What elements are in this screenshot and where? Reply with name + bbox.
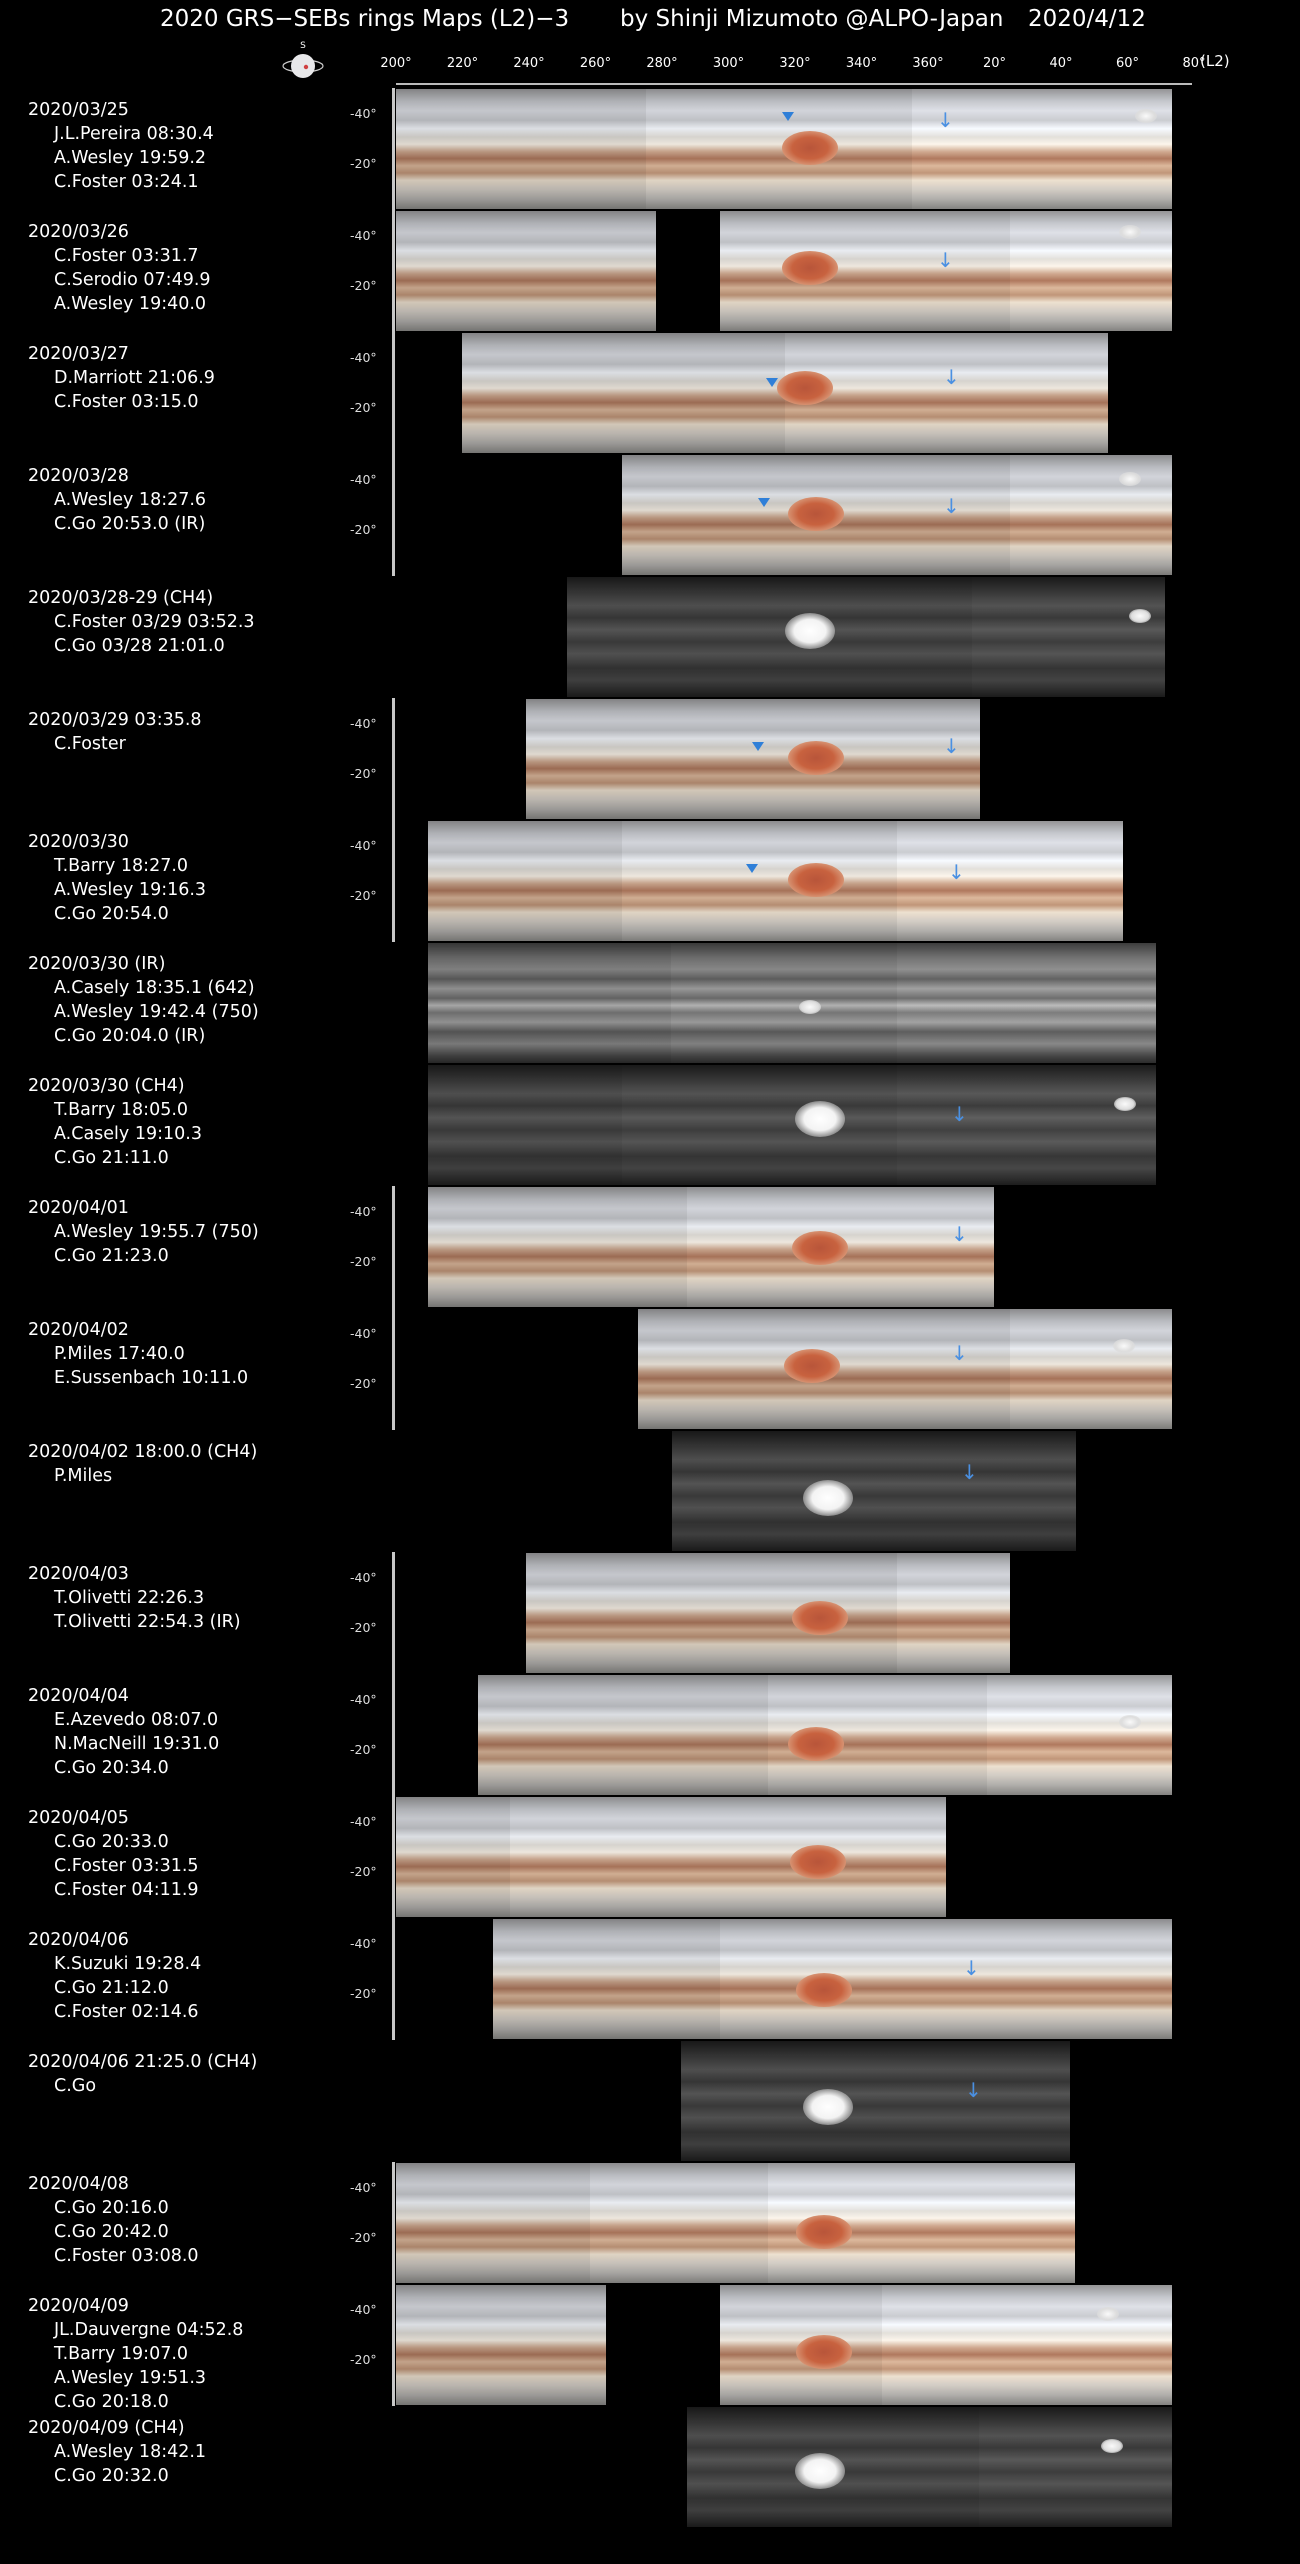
observation-row [0, 332, 1300, 454]
observation-date: 2020/04/06 [28, 1930, 129, 1950]
grs-bright-spot [803, 1480, 853, 1516]
map-date: 2020/4/12 [1028, 6, 1146, 32]
jupiter-map-strip [478, 1675, 768, 1795]
jupiter-map-strip [622, 821, 897, 941]
jupiter-map-strip [882, 2285, 1172, 2405]
observer-entry: J.L.Pereira 08:30.4 [54, 124, 214, 144]
jupiter-map-strip [1010, 211, 1172, 331]
latitude-label: -40° [350, 1204, 377, 1219]
jupiter-map-strip [979, 2407, 1172, 2527]
marker-triangle-icon [746, 864, 758, 873]
observation-label [28, 1562, 241, 1634]
great-red-spot [796, 2215, 852, 2249]
jupiter-map-strip [897, 943, 1156, 1063]
observation-label [28, 830, 206, 926]
jupiter-map-strip [396, 89, 646, 209]
observation-label [28, 342, 215, 414]
latitude-label: -40° [350, 472, 377, 487]
observer-entry: T.Olivetti 22:54.3 (IR) [54, 1612, 241, 1632]
observer-entry: N.MacNeill 19:31.0 [54, 1734, 220, 1754]
axis-tick-label: 280° [646, 56, 678, 71]
jupiter-map-strip [590, 2163, 768, 2283]
grs-bright-spot [795, 1101, 845, 1137]
great-red-spot [782, 251, 838, 285]
axis-tick-label: 220° [446, 56, 479, 71]
latitude-label: -20° [350, 2230, 377, 2245]
marker-arrow-icon: ↓ [937, 108, 954, 132]
great-red-spot [796, 2335, 852, 2369]
observer-entry: C.Go 21:11.0 [54, 1148, 169, 1168]
great-red-spot [782, 131, 838, 165]
marker-triangle-icon [782, 112, 794, 121]
observer-entry: C.Foster [54, 734, 126, 754]
axis-tick-label: 300° [712, 56, 745, 71]
observation-row [0, 1796, 1300, 1918]
observation-row [0, 1430, 1300, 1552]
latitude-scale [392, 820, 395, 942]
jupiter-map-strip [785, 333, 1108, 453]
marker-arrow-icon: ↓ [951, 1341, 968, 1365]
observer-entry: C.Foster 03:31.5 [54, 1856, 199, 1876]
observer-entry: A.Casely 19:10.3 [54, 1124, 202, 1144]
latitude-label: -20° [350, 278, 377, 293]
axis-tick-label: 200° [380, 56, 412, 71]
marker-arrow-icon: ↓ [937, 248, 954, 272]
observation-date: 2020/04/08 [28, 2174, 129, 2194]
observation-label [28, 1318, 248, 1390]
observer-entry: P.Miles 17:40.0 [54, 1344, 185, 1364]
latitude-label: -20° [350, 522, 377, 537]
latitude-scale [392, 210, 395, 332]
observer-entry: E.Azevedo 08:07.0 [54, 1710, 219, 1730]
axis-tick-label: 60° [1115, 56, 1140, 71]
latitude-scale [392, 2162, 395, 2284]
latitude-label: -40° [350, 2180, 377, 2195]
observer-entry: A.Casely 18:35.1 (642) [54, 978, 255, 998]
observer-entry: C.Foster 03:08.0 [54, 2246, 199, 2266]
observer-entry: C.Go 21:23.0 [54, 1246, 169, 1266]
jupiter-map-strip [897, 821, 1123, 941]
observation-row [0, 1674, 1300, 1796]
jupiter-orientation-icon [280, 40, 326, 86]
observer-entry: A.Wesley 19:59.2 [54, 148, 207, 168]
observation-date: 2020/04/03 [28, 1564, 129, 1584]
latitude-label: -40° [350, 1326, 377, 1341]
observation-date: 2020/04/09 (CH4) [28, 2418, 185, 2438]
observation-row [0, 942, 1300, 1064]
observation-label [28, 708, 202, 756]
observation-label [28, 2050, 257, 2098]
white-oval [799, 1000, 821, 1014]
observer-entry: C.Go 03/28 21:01.0 [54, 636, 225, 656]
jupiter-map-strip [462, 333, 785, 453]
jupiter-map-strip [681, 2041, 1070, 2161]
observer-entry: C.Go 20:53.0 (IR) [54, 514, 206, 534]
observer-entry: JL.Dauvergne 04:52.8 [54, 2320, 244, 2340]
marker-triangle-icon [758, 498, 770, 507]
grs-bright-spot [795, 2453, 845, 2489]
observer-entry: C.Go 20:32.0 [54, 2466, 169, 2486]
latitude-scale [392, 1308, 395, 1430]
observation-row [0, 698, 1300, 820]
observer-entry: C.Foster 03/29 03:52.3 [54, 612, 255, 632]
observer-entry: A.Wesley 19:42.4 (750) [54, 1002, 259, 1022]
observer-entry: C.Foster 03:24.1 [54, 172, 199, 192]
latitude-label: -20° [350, 1742, 377, 1757]
jupiter-map-strip [912, 89, 1172, 209]
observation-row [0, 2284, 1300, 2412]
observation-label [28, 98, 214, 194]
axis-tick-label: 20° [982, 56, 1007, 71]
jupiter-map-strip [1010, 455, 1172, 575]
observer-entry: C.Serodio 07:49.9 [54, 270, 211, 290]
great-red-spot [777, 371, 833, 405]
observation-row [0, 2162, 1300, 2284]
great-red-spot [792, 1601, 848, 1635]
observer-entry: A.Wesley 19:16.3 [54, 880, 207, 900]
observation-row [0, 88, 1300, 210]
observer-entry: A.Wesley 19:40.0 [54, 294, 207, 314]
page-title: 2020 GRS−SEBs rings Maps (L2)−3 [160, 6, 570, 32]
observation-label [28, 2294, 243, 2414]
observation-label [28, 1684, 219, 1780]
great-red-spot [790, 1845, 846, 1879]
observer-entry: C.Go 20:33.0 [54, 1832, 169, 1852]
axis-tick-label: 240° [513, 56, 545, 71]
observation-label [28, 2172, 199, 2268]
observation-label [28, 1806, 199, 1902]
jupiter-map-strip [897, 1553, 1010, 1673]
observer-entry: C.Go [54, 2076, 97, 2096]
latitude-label: -20° [350, 1620, 377, 1635]
white-oval [1097, 2307, 1119, 2321]
observation-label [28, 586, 255, 658]
observation-row [0, 1552, 1300, 1674]
axis-tick-label: 340° [845, 56, 878, 71]
marker-arrow-icon: ↓ [943, 494, 960, 518]
observation-date: 2020/03/27 [28, 344, 129, 364]
observation-label [28, 464, 206, 536]
marker-arrow-icon: ↓ [948, 860, 965, 884]
great-red-spot [788, 863, 844, 897]
latitude-label: -40° [350, 106, 377, 121]
observation-row [0, 820, 1300, 942]
jupiter-map-strip [567, 577, 972, 697]
observation-date: 2020/04/02 [28, 1320, 129, 1340]
marker-triangle-icon [752, 742, 764, 751]
jupiter-map-strip [622, 1065, 897, 1185]
great-red-spot [788, 1727, 844, 1761]
latitude-label: -20° [350, 1254, 377, 1269]
jupiter-map-strip [428, 943, 671, 1063]
observer-entry: C.Go 20:18.0 [54, 2392, 169, 2412]
latitude-label: -40° [350, 1692, 377, 1707]
observation-date: 2020/04/04 [28, 1686, 129, 1706]
latitude-label: -20° [350, 400, 377, 415]
great-red-spot [788, 741, 844, 775]
jupiter-map-strip [396, 2163, 590, 2283]
white-oval [1129, 609, 1151, 623]
latitude-label: -40° [350, 1570, 377, 1585]
marker-arrow-icon: ↓ [951, 1102, 968, 1126]
observation-row [0, 1186, 1300, 1308]
observation-row [0, 2406, 1300, 2528]
observer-entry: C.Go 20:04.0 (IR) [54, 1026, 206, 1046]
observation-label [28, 1928, 201, 2024]
latitude-label: -20° [350, 156, 377, 171]
white-oval [1101, 2439, 1123, 2453]
marker-arrow-icon: ↓ [963, 1956, 980, 1980]
latitude-scale [392, 1918, 395, 2040]
jupiter-map-strip [396, 2285, 606, 2405]
marker-arrow-icon: ↓ [965, 2078, 982, 2102]
grs-bright-spot [803, 2089, 853, 2125]
marker-arrow-icon: ↓ [951, 1222, 968, 1246]
jupiter-map-strip [428, 1065, 622, 1185]
great-red-spot [796, 1973, 852, 2007]
latitude-label: -20° [350, 888, 377, 903]
axis-tick-label: 360° [912, 56, 944, 71]
latitude-scale [392, 332, 395, 454]
marker-arrow-icon: ↓ [961, 1460, 978, 1484]
jupiter-map-strip [672, 1431, 1076, 1551]
jupiter-map-strip [493, 1919, 720, 2039]
observer-entry: A.Wesley 19:51.3 [54, 2368, 207, 2388]
observer-entry: C.Go 20:34.0 [54, 1758, 169, 1778]
great-red-spot [784, 1349, 840, 1383]
observer-entry: C.Go 21:12.0 [54, 1978, 169, 1998]
observation-row [0, 1308, 1300, 1430]
great-red-spot [788, 497, 844, 531]
observation-row [0, 2040, 1300, 2162]
jupiter-map-strip [720, 211, 1010, 331]
jupiter-map-strip [646, 89, 912, 209]
axis-tick-label: 260° [579, 56, 612, 71]
latitude-scale [392, 1674, 395, 1796]
observer-entry: C.Foster 04:11.9 [54, 1880, 199, 1900]
observation-row [0, 1064, 1300, 1186]
south-label: S [300, 41, 306, 51]
observation-row [0, 454, 1300, 576]
observation-label [28, 220, 211, 316]
white-oval [1113, 1339, 1135, 1353]
great-red-spot [792, 1231, 848, 1265]
observation-date: 2020/04/02 18:00.0 (CH4) [28, 1442, 258, 1462]
observation-label [28, 1074, 202, 1170]
jupiter-map-strip [526, 699, 980, 819]
longitude-axis [380, 52, 1256, 86]
author-credit: by Shinji Mizumoto @ALPO-Japan [620, 6, 1004, 32]
latitude-scale [392, 1796, 395, 1918]
jupiter-map-strip [671, 943, 897, 1063]
jupiter-map-strip [428, 1187, 687, 1307]
observation-date: 2020/04/06 21:25.0 (CH4) [28, 2052, 258, 2072]
observation-label [28, 1196, 259, 1268]
jupiter-map-strip [720, 1919, 1172, 2039]
latitude-scale [392, 698, 395, 820]
latitude-label: -40° [350, 1936, 377, 1951]
observer-entry: T.Barry 18:05.0 [54, 1100, 189, 1120]
marker-triangle-icon [766, 378, 778, 387]
observer-entry: T.Barry 19:07.0 [54, 2344, 189, 2364]
observer-entry: A.Wesley 18:27.6 [54, 490, 207, 510]
white-oval [1119, 472, 1141, 486]
marker-arrow-icon: ↓ [943, 734, 960, 758]
observation-date: 2020/04/05 [28, 1808, 129, 1828]
observation-date: 2020/03/29 03:35.8 [28, 710, 202, 730]
observer-entry: C.Foster 02:14.6 [54, 2002, 199, 2022]
jupiter-map-strip [987, 1675, 1172, 1795]
latitude-label: -20° [350, 1376, 377, 1391]
observer-entry: D.Marriott 21:06.9 [54, 368, 215, 388]
observer-entry: A.Wesley 18:42.1 [54, 2442, 207, 2462]
observation-date: 2020/03/28 [28, 466, 129, 486]
observation-date: 2020/03/25 [28, 100, 129, 120]
latitude-label: -20° [350, 766, 377, 781]
latitude-label: -20° [350, 2352, 377, 2367]
white-oval [1119, 225, 1141, 239]
observation-date: 2020/03/30 (CH4) [28, 1076, 185, 1096]
latitude-label: -40° [350, 1814, 377, 1829]
latitude-label: -40° [350, 350, 377, 365]
latitude-label: -40° [350, 228, 377, 243]
longitude-axis-line [396, 83, 1192, 85]
axis-tick-label: 320° [779, 56, 811, 71]
latitude-scale [392, 2284, 395, 2406]
jupiter-map-strip [1010, 1309, 1172, 1429]
observation-date: 2020/03/30 (IR) [28, 954, 166, 974]
observation-label [28, 952, 259, 1048]
observer-entry: C.Go 20:16.0 [54, 2198, 169, 2218]
latitude-label: -40° [350, 716, 377, 731]
observer-entry: T.Barry 18:27.0 [54, 856, 189, 876]
observation-row [0, 210, 1300, 332]
observer-entry: E.Sussenbach 10:11.0 [54, 1368, 249, 1388]
observation-date: 2020/04/01 [28, 1198, 129, 1218]
jupiter-map-strip [972, 577, 1165, 697]
observer-entry: T.Olivetti 22:26.3 [54, 1588, 205, 1608]
observation-label [28, 1440, 257, 1488]
jupiter-map-strip [510, 1797, 946, 1917]
observation-row [0, 1918, 1300, 2040]
observation-date: 2020/03/28-29 (CH4) [28, 588, 214, 608]
observer-entry: C.Go 20:54.0 [54, 904, 169, 924]
observer-entry: C.Go 20:42.0 [54, 2222, 169, 2242]
latitude-label: -20° [350, 1986, 377, 2001]
latitude-label: -40° [350, 2302, 377, 2317]
observation-date: 2020/04/09 [28, 2296, 129, 2316]
latitude-label: -20° [350, 1864, 377, 1879]
axis-unit-label: (L2) [1200, 52, 1230, 70]
latitude-scale [392, 1186, 395, 1308]
observer-entry: C.Foster 03:31.7 [54, 246, 199, 266]
latitude-label: -40° [350, 838, 377, 853]
latitude-scale [392, 88, 395, 210]
white-oval [1135, 109, 1157, 123]
axis-tick-label: 40° [1049, 56, 1073, 71]
observation-date: 2020/03/26 [28, 222, 129, 242]
observation-row [0, 576, 1300, 698]
jupiter-map-strip [428, 821, 622, 941]
observer-entry: P.Miles [54, 1466, 113, 1486]
white-oval [1119, 1715, 1141, 1729]
latitude-scale [392, 454, 395, 576]
latitude-scale [392, 1552, 395, 1674]
jupiter-map-strip [396, 1797, 510, 1917]
observer-entry: K.Suzuki 19:28.4 [54, 1954, 202, 1974]
map-title-bar [0, 0, 1300, 44]
observer-entry: C.Foster 03:15.0 [54, 392, 199, 412]
marker-arrow-icon: ↓ [943, 365, 960, 389]
observation-date: 2020/03/30 [28, 832, 129, 852]
white-oval [1114, 1097, 1136, 1111]
grs-bright-spot [785, 613, 835, 649]
jupiter-map-strip [897, 1065, 1156, 1185]
observation-label [28, 2416, 206, 2488]
jupiter-map-strip [396, 211, 656, 331]
observer-entry: A.Wesley 19:55.7 (750) [54, 1222, 259, 1242]
axis-tick-label: 80° [1182, 56, 1206, 71]
